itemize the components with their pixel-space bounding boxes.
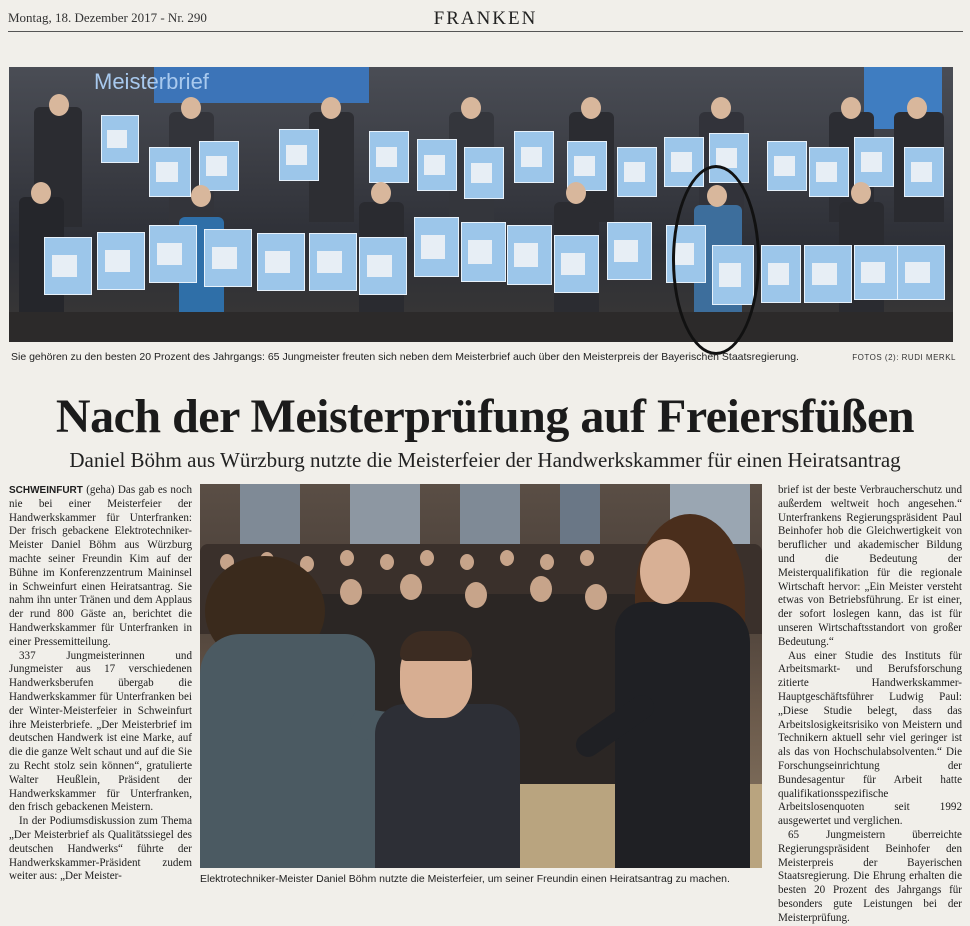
mid-photo-caption: Elektrotechniker-Meister Daniel Böhm nutzte die Meisterfeier, um seiner Freundin einen Heiratsantrag zu machen. (200, 873, 730, 885)
head (380, 554, 394, 570)
head (711, 97, 731, 119)
man-hair (400, 631, 472, 661)
issue-dateline: Montag, 18. Dezember 2017 - Nr. 290 (8, 10, 207, 25)
stage-floor (9, 312, 953, 342)
certificate (767, 141, 807, 191)
header-rule (8, 31, 963, 32)
certificate (369, 131, 409, 183)
certificate (514, 131, 554, 183)
article-column-left (9, 484, 192, 884)
certificate (809, 147, 849, 197)
head (580, 550, 594, 566)
certificate (44, 237, 92, 295)
certificate (854, 137, 894, 187)
proposal-photo (200, 484, 762, 868)
head (851, 182, 871, 204)
head (461, 97, 481, 119)
head (371, 182, 391, 204)
head (31, 182, 51, 204)
head (340, 579, 362, 605)
article-paragraph: Aus einer Studie des Instituts für Arbeitsmarkt- und Berufsforschung zitierte Handwerkskammer-Hauptgeschäftsführer Ludwig Paul: „Diese Studie belegt, dass das Arbeitslosigkeitsrisiko von Meistern und Technikern aktuell sehr viel geringer ist als das von Hochschulabsolventen.“ Die Forschungseinrichtung der Bundesagentur für Arbeit hatte qualifikationsspezifische Arbeitslosenquoten seit 1992 ausgewertet und verglichen. (778, 649, 962, 828)
woman-right (615, 602, 750, 868)
head (566, 182, 586, 204)
article-paragraph (9, 484, 192, 650)
certificate (804, 245, 852, 303)
head (340, 550, 354, 566)
article-dateline: SCHWEINFURT (9, 485, 83, 496)
certificate (359, 237, 407, 295)
woman-right-face (640, 539, 690, 604)
head (420, 550, 434, 566)
head (191, 185, 211, 207)
certificate (507, 225, 552, 285)
certificate (761, 245, 801, 303)
article-paragraph: 65 Jungmeistern überreichte Regierungspräsident Beinhofer den Meisterpreis der Bayerischen Staatsregierung. Die Ehrung erhalten die besten 20 Prozent des Jahrgangs für besonders gute Leistungen bei der Meisterprüfung. (778, 828, 962, 924)
certificate (554, 235, 599, 293)
head (585, 584, 607, 610)
certificate (904, 147, 944, 197)
certificate (897, 245, 945, 300)
head (530, 576, 552, 602)
certificate (199, 141, 239, 191)
certificate (279, 129, 319, 181)
head (181, 97, 201, 119)
certificate (101, 115, 139, 163)
article-paragraph: brief ist der beste Verbraucherschutz und außerdem weltweit hoch angesehen.“ Unterfrankens Regierungspräsident Paul Beinhofer hob die Gleichwertigkeit von beruflicher und akademischer Bildung und die Bedeutung der Meisterqualifikation für die regionale Wirtschaft hervor: „Ein Meister versteht etwas von Betriebsführung. Er ist einer, der sofort loslegen kann, das ist für unseren Wirtschaftsstandort von großer Bedeutung.“ (778, 484, 962, 648)
article-paragraph: In der Podiumsdiskussion zum Thema „Der Meisterbrief als Qualitätssiegel des deutschen Handwerks“ führte der Handwerkskammer-Präsident zudem weiter aus: „Der Meister- (9, 815, 192, 883)
head (581, 97, 601, 119)
certificate (607, 222, 652, 280)
certificate (414, 217, 459, 277)
page-header (8, 6, 963, 30)
kneeling-man (375, 704, 520, 868)
head (907, 97, 927, 119)
head (400, 574, 422, 600)
photo-credit: FOTOS (2): RUDI MERKL (852, 353, 956, 362)
head (465, 582, 487, 608)
paragraph-text: (geha) Das gab es noch nie bei einer Meisterfeier der Handwerkskammer für Unterfranken: Der frisch gebackene Elektrotechniker-Meister Daniel Böhm aus Würzburg machte seiner Freundin Kim auf der Bühne im Konferenzzentrum Maininsel in Schweinfurt einen Heiratsantrag. Sie nahm ihn unter Tränen und dem Applaus der rund 800 Gäste an, berichtet die Handwerkskammer für Unterfranken in einer Pressemitteilung. (9, 484, 192, 648)
article-paragraph: 337 Jungmeisterinnen und Jungmeister aus 17 verschiedenen Handwerksberufen übergab die Handwerkskammer für Unterfranken bei der Winter-Meisterfeier in Schweinfurt ihre Meisterbriefe. „Der Meisterbrief im deutschen Handwerk ist eine Marke, auf die die ganze Welt schaut und auf die Sie zu Recht stolz sein können“, gratulierte Walter Heußlein, Präsident der Handwerkskammer für Unterfranken, den frisch gebackenen Meistern. (9, 649, 192, 814)
highlight-circle (672, 165, 760, 355)
certificate (417, 139, 457, 191)
group-photo (9, 67, 953, 342)
head (841, 97, 861, 119)
certificate (464, 147, 504, 199)
article-column-right (778, 484, 962, 926)
banner-text: Meisterbrief (94, 69, 209, 94)
certificate (149, 225, 197, 283)
section-title: FRANKEN (433, 8, 538, 29)
certificate (204, 229, 252, 287)
subheadline: Daniel Böhm aus Würzburg nutzte die Meisterfeier der Handwerkskammer für einen Heiratsantrag (69, 448, 901, 472)
head (540, 554, 554, 570)
woman-left (200, 634, 375, 868)
top-photo-caption: Sie gehören zu den besten 20 Prozent des Jahrgangs: 65 Jungmeister freuten sich neben dem Meisterbrief auch über den Meisterpreis der Bayerischen Staatsregierung. (11, 351, 799, 363)
head (500, 550, 514, 566)
certificate (461, 222, 506, 282)
certificate (257, 233, 305, 291)
head (321, 97, 341, 119)
certificate (309, 233, 357, 291)
certificate (854, 245, 899, 300)
head (49, 94, 69, 116)
certificate (97, 232, 145, 290)
certificate (617, 147, 657, 197)
head (460, 554, 474, 570)
headline: Nach der Meisterprüfung auf Freiersfüßen (55, 390, 915, 443)
certificate (149, 147, 191, 197)
